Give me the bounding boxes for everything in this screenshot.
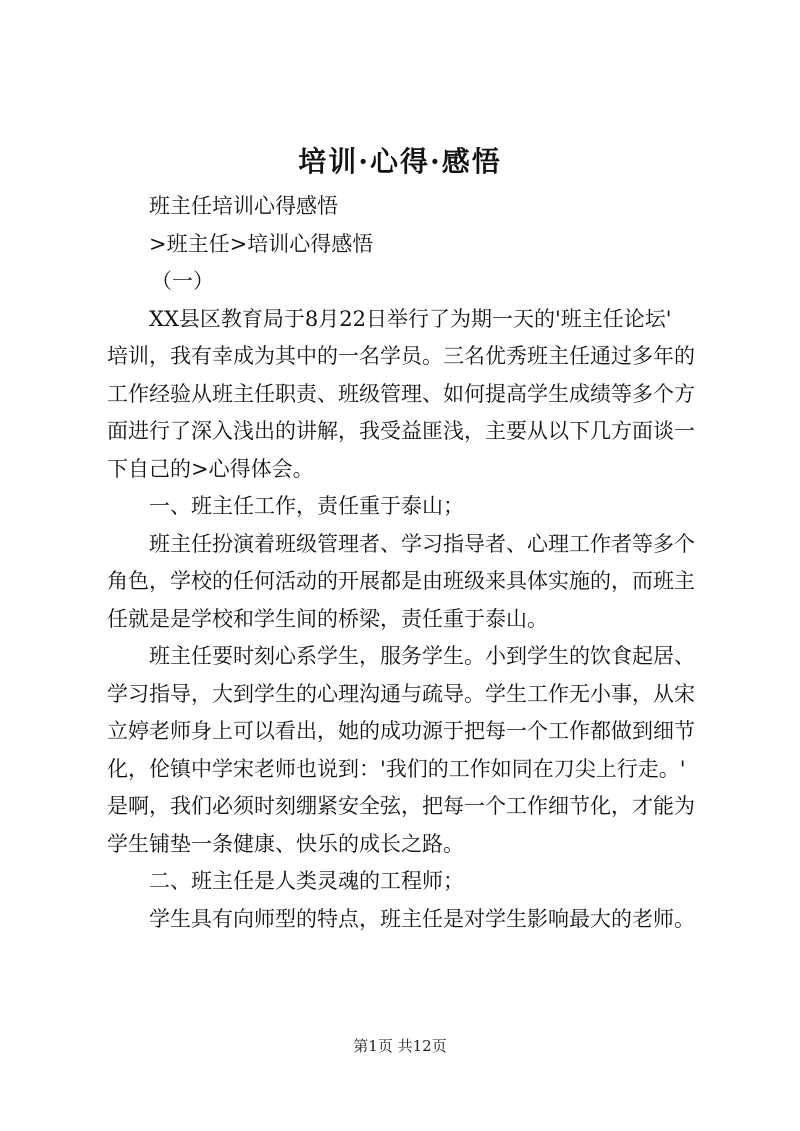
- body-line: 面进行了深入浅出的讲解，我受益匪浅，主要从以下几方面谈一: [107, 419, 695, 443]
- body-line: 工作经验从班主任职责、班级管理、如何提高学生成绩等多个方: [107, 381, 695, 406]
- body-line: 培训，我有幸成为其中的一名学员。三名优秀班主任通过多年的: [107, 344, 695, 368]
- document-body: [107, 188, 707, 938]
- body-line: 学生具有向师型的特点，班主任是对学生影响最大的老师。: [149, 906, 695, 931]
- body-line: 角色，学校的任何活动的开展都是由班级来具体实施的，而班主: [107, 569, 695, 593]
- body-line: 下自己的>心得体会。: [107, 456, 314, 481]
- body-line: 班主任要时刻心系学生，服务学生。小到学生的饮食起居、: [149, 644, 695, 668]
- body-line-heading: 一、班主任工作，责任重于泰山；: [149, 494, 464, 518]
- document-title: 培训·心得·感悟: [298, 145, 502, 178]
- body-line: 化，伦镇中学宋老师也说到：'我们的工作如同在刀尖上行走。': [107, 756, 686, 781]
- body-line: 学习指导，大到学生的心理沟通与疏导。学生工作无小事，从宋: [107, 681, 695, 706]
- body-line-section-number: （一）: [151, 269, 214, 293]
- body-line-breadcrumb: >班主任>培训心得感悟: [149, 231, 374, 256]
- page-number-footer: 第1页 共12页: [353, 1037, 447, 1055]
- body-line: 班主任扮演着班级管理者、学习指导者、心理工作者等多个: [149, 531, 695, 556]
- body-line: 是啊，我们必须时刻绷紧安全弦，把每一个工作细节化，才能为: [107, 794, 695, 818]
- body-line: 任就是是学校和学生间的桥梁，责任重于泰山。: [107, 606, 548, 631]
- body-line: XX县区教育局于8月22日举行了为期一天的'班主任论坛': [149, 306, 672, 331]
- body-line: 学生铺垫一条健康、快乐的成长之路。: [107, 831, 464, 856]
- body-line-subtitle: 班主任培训心得感悟: [149, 194, 338, 218]
- body-line-heading: 二、班主任是人类灵魂的工程师；: [149, 869, 464, 893]
- body-line: 立婷老师身上可以看出，她的成功源于把每一个工作都做到细节: [107, 719, 695, 743]
